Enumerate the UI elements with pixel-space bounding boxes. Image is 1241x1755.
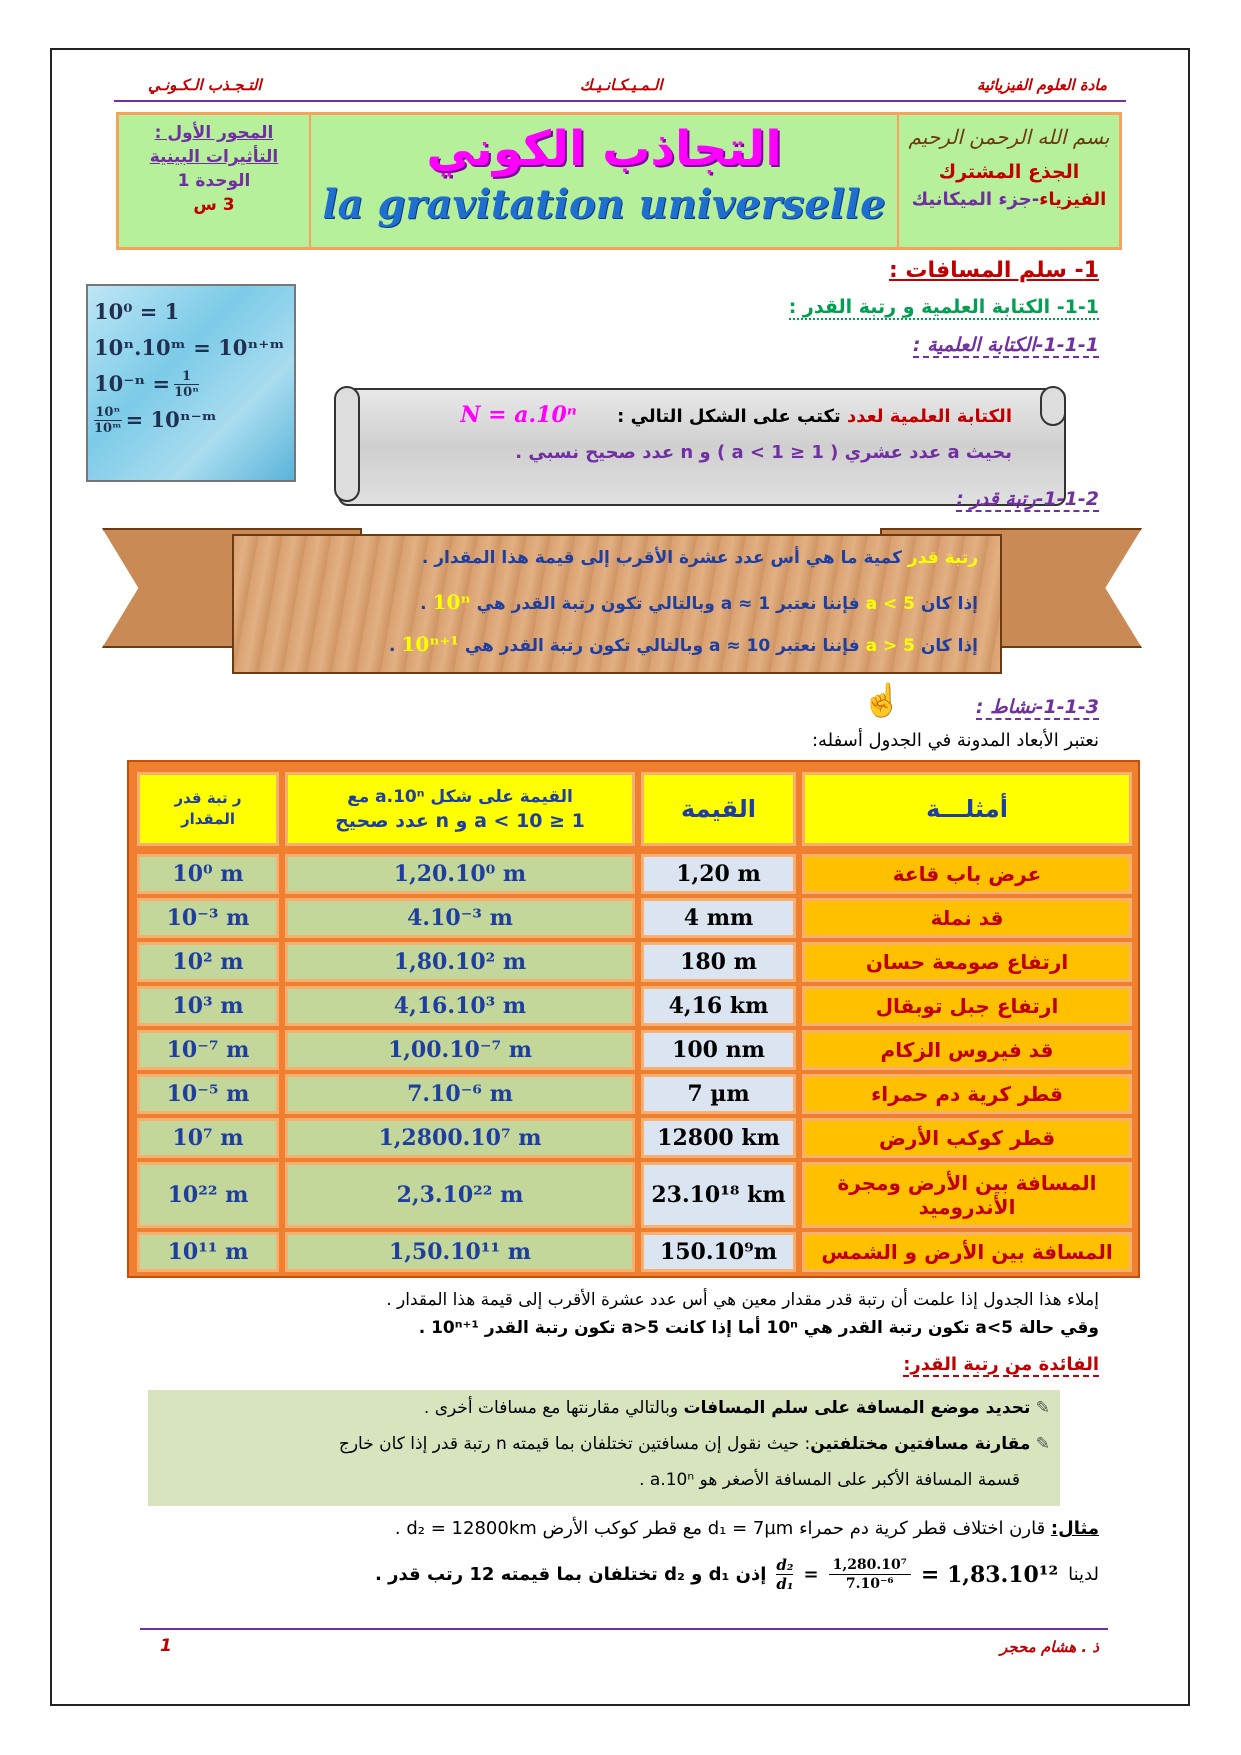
activity-intro: نعتبر الأبعاد المدونة في الجدول أسفله:: [811, 730, 1099, 751]
footer-page-number: 1: [160, 1636, 172, 1656]
row-sci-cell: 4.10⁻³ m: [285, 898, 635, 938]
formula-zero-power: 10⁰ = 1: [94, 299, 180, 324]
row-order-cell: 10⁻³ m: [137, 898, 279, 938]
axis-name: التأثيرات البينية: [149, 147, 279, 167]
ribbon-case1-end: .: [420, 594, 433, 614]
ribbon-case1-text: فإننا نعتبر a ≈ 1 وبالتالي تكون رتبة القدر هي: [470, 594, 866, 614]
footer-author: ذ . هشام محجر: [1000, 1638, 1099, 1656]
hand-pointer-icon: ☝: [862, 681, 902, 719]
scroll-right-roll: [1040, 386, 1066, 426]
subject-physics: الفيزياء: [1039, 189, 1107, 210]
row-example-cell: ارتفاع صومعة حسان: [802, 942, 1132, 982]
row-value-cell: 23.10¹⁸ km: [641, 1162, 796, 1228]
benefit-1-rest: وبالتالي مقارنتها مع مسافات أخرى .: [423, 1398, 684, 1418]
row-order-cell: 10²² m: [137, 1162, 279, 1228]
ribbon-term: رتبة قدر: [907, 548, 978, 568]
row-value-cell: 1,20 m: [641, 854, 796, 894]
benefit-1-bold: تحديد موضع المسافة على سلم المسافات: [683, 1398, 1031, 1418]
solution-result: = 1,83.10¹²: [920, 1561, 1059, 1588]
banner-left-cell: [119, 115, 309, 247]
banner-title-cell: [309, 115, 897, 247]
axis-label: المحور الأول :: [154, 123, 274, 143]
ribbon-case1-result: 10ⁿ: [432, 590, 471, 614]
row-order-cell: 10⁰ m: [137, 854, 279, 894]
formula-negative-den: 10ⁿ: [174, 384, 199, 400]
formula-negative: [94, 366, 288, 402]
solution-frac-num: 1,280.10⁷: [829, 1556, 911, 1575]
header-value: القيمة: [641, 772, 796, 846]
title-french: la gravitation universelle: [322, 181, 886, 228]
fill-instruction: إملاء هذا الجدول إذا علمت أن رتبة قدر مقدار معين هي أس عدد عشرة الأقرب إلى قيمة هذا المقدار .: [386, 1290, 1099, 1310]
row-example-cell: قطر كرية دم حمراء: [802, 1074, 1132, 1114]
order-rule-summary: وقي حالة a<5 تكون رتبة القدر هي 10ⁿ أما إذا كانت a>5 تكون رتبة القدر 10ⁿ⁺¹ .: [418, 1318, 1099, 1338]
bismillah-calligraphy: بسم الله الرحمن الرحيم: [908, 125, 1110, 149]
formula-box: [86, 284, 296, 482]
section-1-1-1-title: 1-1-1-الكتابة العلمية :: [912, 334, 1099, 356]
solution-frac-den: 7.10⁻⁶: [845, 1576, 894, 1592]
order-magnitude-ribbon: [232, 534, 1002, 674]
level-label: الجذع المشترك: [938, 161, 1080, 183]
header-lesson: التـجـذب الـكـونـي: [148, 76, 262, 94]
row-value-cell: 150.10⁹m: [641, 1232, 796, 1272]
row-sci-cell: 2,3.10²² m: [285, 1162, 635, 1228]
pencil-icon: ✎: [1035, 1398, 1050, 1418]
sci-def-condition: بحيث a عدد عشري ( 1 ≤ a < 1 ) و n عدد صحيح نسبي .: [515, 442, 1012, 463]
benefit-2-rest: : حيث نقول إن مسافتين تختلفان بما قيمته n رتبة قدر إذا كان خارج: [338, 1434, 811, 1454]
formula-negative-num: 1: [174, 369, 199, 385]
header-sci-line1: القيمة على شكل a.10ⁿ مع: [347, 787, 573, 807]
formula-quotient-den: 10ᵐ: [94, 420, 122, 436]
banner-right-cell: [897, 115, 1119, 247]
title-arabic: التجاذب الكوني: [426, 121, 782, 177]
ribbon-case2-end: .: [389, 636, 402, 656]
section-1-1-3-title: 1-1-3-نشاط :: [975, 696, 1099, 718]
row-sci-cell: 1,80.10² m: [285, 942, 635, 982]
ribbon-case1-if: إذا كان: [915, 594, 978, 614]
row-order-cell: 10¹¹ m: [137, 1232, 279, 1272]
row-example-cell: قطر كوكب الأرض: [802, 1118, 1132, 1158]
row-value-cell: 7 µm: [641, 1074, 796, 1114]
header-rule: [114, 100, 1126, 102]
title-banner: [116, 112, 1122, 250]
section-1-title: 1- سلم المسافات :: [888, 258, 1099, 283]
ribbon-def: كمية ما هي أس عدد عشرة: [673, 548, 908, 568]
solution-d-num: d₂: [776, 1556, 794, 1574]
solution-we-have: لدينا: [1068, 1564, 1099, 1585]
formula-negative-lhs: 10⁻ⁿ =: [94, 371, 171, 396]
header-domain: الـمـيـكـانـيـك: [580, 76, 663, 94]
row-sci-cell: 4,16.10³ m: [285, 986, 635, 1026]
formula-quotient-num: 10ⁿ: [95, 404, 121, 420]
header-sci: [285, 772, 635, 846]
solution-d-den: d₁: [776, 1575, 794, 1593]
ribbon-case2-text: فإننا نعتبر a ≈ 10 وبالتالي تكون رتبة القدر هي: [458, 636, 866, 656]
subject-mechanics: -جزء الميكانيك: [911, 189, 1040, 210]
row-example-cell: قد فيروس الزكام: [802, 1030, 1132, 1070]
scroll-left-roll: [334, 386, 360, 502]
row-sci-cell: 1,20.10⁰ m: [285, 854, 635, 894]
benefit-2-bold: مقارنة مسافتين مختلفتين: [810, 1434, 1031, 1454]
benefit-2-cont: قسمة المسافة الأكبر على المسافة الأصغر هو a.10ⁿ .: [639, 1470, 1020, 1490]
header-sci-line2: 1 ≤ a < 10 و n عدد صحيح: [335, 810, 585, 832]
sci-def-term: الكتابة العلمية لعدد: [846, 406, 1012, 427]
formula-product: 10ⁿ.10ᵐ = 10ⁿ⁺ᵐ: [94, 335, 285, 360]
header-examples: أمثلـــة: [802, 772, 1132, 846]
pencil-icon: ✎: [1035, 1434, 1050, 1454]
hours-label: 3 س: [193, 195, 235, 215]
row-example-cell: عرض باب قاعة: [802, 854, 1132, 894]
ribbon-case1-cond: a < 5: [865, 594, 915, 614]
benefit-box: [148, 1390, 1060, 1506]
example-label: مثال:: [1050, 1518, 1099, 1539]
ribbon-def-end: الأقرب إلى قيمة هذا المقدار .: [421, 548, 674, 568]
formula-quotient-rhs: = 10ⁿ⁻ᵐ: [125, 407, 217, 432]
row-value-cell: 4,16 km: [641, 986, 796, 1026]
footer-rule: [140, 1628, 1108, 1630]
row-order-cell: 10⁻⁵ m: [137, 1074, 279, 1114]
row-example-cell: المسافة بين الأرض و الشمس: [802, 1232, 1132, 1272]
solution-conclusion: إذن d₁ و d₂ تختلفان بما قيمته 12 رتب قدر .: [375, 1564, 767, 1585]
header-order: ر تبة قدر المقدار: [137, 772, 279, 846]
row-value-cell: 12800 km: [641, 1118, 796, 1158]
formula-quotient: [94, 402, 288, 438]
ribbon-case2-cond: a > 5: [865, 636, 915, 656]
example-line: [395, 1518, 1099, 1539]
section-1-1-title: 1-1- الكتابة العلمية و رتبة القدر :: [788, 296, 1099, 318]
example-text: قارن اختلاف قطر كرية دم حمراء d₁ = 7µm مع قطر كوكب الأرض d₂ = 12800km .: [394, 1518, 1051, 1539]
ribbon-case2-if: إذا كان: [915, 636, 978, 656]
distances-table: [127, 760, 1140, 1278]
row-example-cell: ارتفاع جبل توبقال: [802, 986, 1132, 1026]
row-example-cell: المسافة بين الأرض ومجرة الأندروميد: [802, 1162, 1132, 1228]
row-order-cell: 10³ m: [137, 986, 279, 1026]
example-solution: لدينا = 1,83.10¹² $\frac{\text{1,280.10⁷}}{\text{7.10⁻⁶}}$ = $\frac{\text{d₂}}{\text{d₁}}$ إذن d₁ و d₂ تختلفان بما قيمته 12 رتب قدر .: [375, 1556, 1099, 1593]
row-order-cell: 10² m: [137, 942, 279, 982]
sci-def-rest: تكتب على الشكل التالي :: [617, 406, 847, 427]
row-value-cell: 4 mm: [641, 898, 796, 938]
ribbon-case2-result: 10ⁿ⁺¹: [401, 632, 459, 656]
row-value-cell: 180 m: [641, 942, 796, 982]
row-example-cell: قد نملة: [802, 898, 1132, 938]
row-order-cell: 10⁻⁷ m: [137, 1030, 279, 1070]
unit-label: الوحدة 1: [177, 171, 251, 191]
section-1-1-2-title: 1-1-2-رتبة قدر :: [956, 488, 1099, 510]
sci-def-formula: N = a.10ⁿ: [460, 402, 577, 428]
header-subject: مادة العلوم الفيزيائية: [976, 76, 1107, 94]
row-order-cell: 10⁷ m: [137, 1118, 279, 1158]
row-sci-cell: 7.10⁻⁶ m: [285, 1074, 635, 1114]
row-sci-cell: 1,50.10¹¹ m: [285, 1232, 635, 1272]
row-sci-cell: 1,00.10⁻⁷ m: [285, 1030, 635, 1070]
row-value-cell: 100 nm: [641, 1030, 796, 1070]
row-sci-cell: 1,2800.10⁷ m: [285, 1118, 635, 1158]
benefit-title: الفائدة من رتبة القدر:: [903, 1354, 1099, 1375]
